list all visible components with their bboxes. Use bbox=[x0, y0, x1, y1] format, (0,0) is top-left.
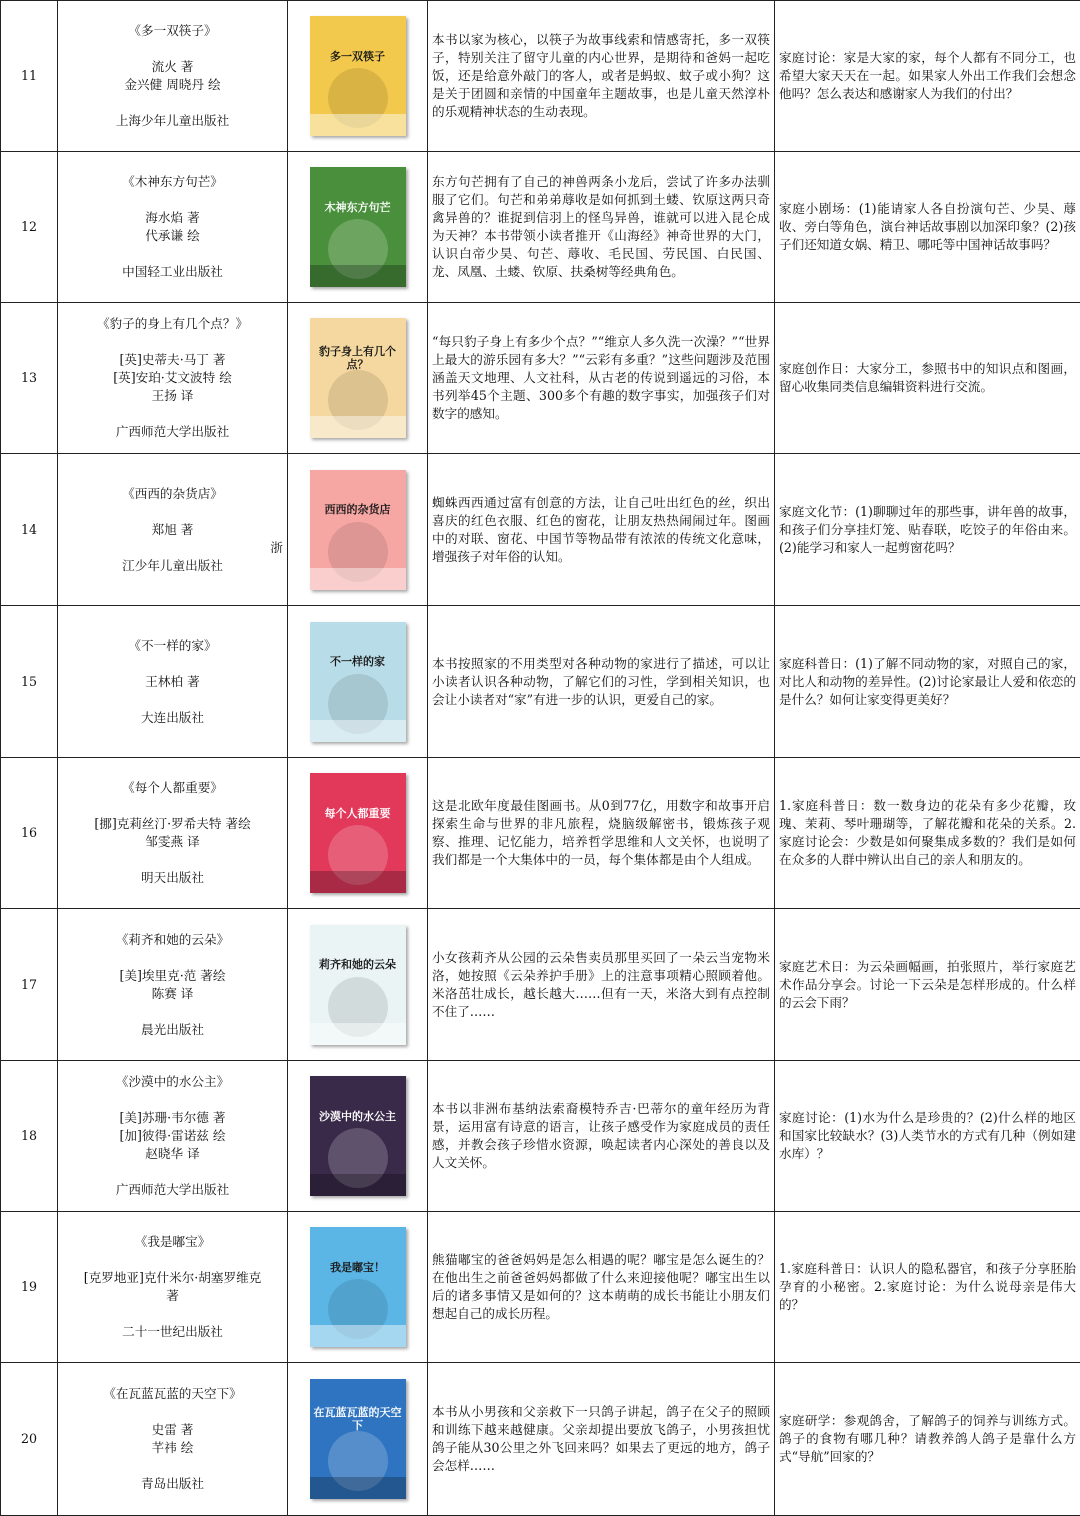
book-cover-cell bbox=[288, 303, 428, 454]
book-description: 本书从小男孩和父亲救下一只鸽子讲起，鸽子在父子的照顾和训练下越来越健康。父亲却提出要放飞鸽子，小男孩担忧鸽子能从30公里之外飞回来吗？如果去了更远的地方，鸽子会怎样…… bbox=[428, 1363, 775, 1516]
book-description: 小女孩莉齐从公园的云朵售卖员那里买回了一朵云当宠物米洛，她按照《云朵养护手册》上的注意事项精心照顾着他。米洛茁壮成长，越长越大……但有一天，米洛大到有点控制不住了…… bbox=[428, 909, 775, 1061]
book-description: 本书以非洲布基纳法索裔模特乔吉·巴蒂尔的童年经历为背景，运用富有诗意的语言，让孩子感受作为家庭成员的责任感，并教会孩子珍惜水资源，唤起读者内心深处的善良以及人文关怀。 bbox=[428, 1061, 775, 1212]
book-title: 《每个人都重要》 bbox=[58, 779, 287, 797]
book-credit: 史雷 著 bbox=[58, 1421, 287, 1439]
book-description: 这是北欧年度最佳图画书。从0到77亿，用数字和故事开启探索生命与世界的非凡旅程，烧脑级解密书，锻炼孩子观察、推理、记忆能力，培养哲学思维和人文关怀，也说明了我们都是一个大集体中的一员，每个集体都是由个人组成。 bbox=[428, 758, 775, 909]
book-info-cell bbox=[58, 152, 288, 303]
row-number: 20 bbox=[1, 1363, 58, 1516]
book-cover-image bbox=[310, 470, 406, 590]
book-cover-cell bbox=[288, 1212, 428, 1363]
cover-title-text: 豹子身上有几个点？ bbox=[310, 345, 406, 371]
row-number: 16 bbox=[1, 758, 58, 909]
book-credit: 金兴健 周晓丹 绘 bbox=[58, 76, 287, 94]
cover-band bbox=[310, 1477, 406, 1499]
book-description: “每只豹子身上有多少个点？”“维京人多久洗一次澡？”“世界上最大的游乐园有多大？”“云彩有多重？”这些问题涉及范围涵盖天文地理、人文社科，从古老的传说到遥远的习俗，本书列举45个主题、300多个有趣的数字事实，加强孩子们对数字的感知。 bbox=[428, 303, 775, 454]
book-credit: 海水焰 著 bbox=[58, 209, 287, 227]
cover-band bbox=[310, 568, 406, 590]
family-activity: 1.家庭科普日：认识人的隐私器官，和孩子分享胚胎孕育的小秘密。2.家庭讨论：为什么说母亲是伟大的？ bbox=[775, 1212, 1080, 1363]
row-number: 15 bbox=[1, 606, 58, 758]
book-credit: 赵晓华 译 bbox=[58, 1145, 287, 1163]
family-activity: 家庭讨论：(1)水为什么是珍贵的？(2)什么样的地区和国家比较缺水？(3)人类节水的方式有几种（例如建水库）？ bbox=[775, 1061, 1080, 1212]
book-credit: 邹雯燕 译 bbox=[58, 833, 287, 851]
book-info-cell bbox=[58, 909, 288, 1061]
cover-title-text: 我是嘟宝！ bbox=[326, 1261, 389, 1274]
book-cover-image bbox=[310, 925, 406, 1045]
book-row bbox=[1, 606, 1080, 758]
book-info-cell bbox=[58, 1212, 288, 1363]
book-cover-cell bbox=[288, 152, 428, 303]
cover-title-text: 沙漠中的水公主 bbox=[315, 1110, 400, 1123]
book-info-cell bbox=[58, 454, 288, 606]
book-publisher: 江少年儿童出版社 bbox=[58, 557, 287, 575]
book-title: 《在瓦蓝瓦蓝的天空下》 bbox=[58, 1385, 287, 1403]
family-activity: 家庭艺术日：为云朵画幅画，拍张照片，举行家庭艺术作品分享会。讨论一下云朵是怎样形成的。什么样的云会下雨？ bbox=[775, 909, 1080, 1061]
cover-band bbox=[310, 114, 406, 136]
book-cover-cell bbox=[288, 1, 428, 152]
cover-title-text: 每个人都重要 bbox=[321, 807, 395, 820]
book-cover-image bbox=[310, 167, 406, 287]
cover-band bbox=[310, 265, 406, 287]
book-title: 《我是嘟宝》 bbox=[58, 1233, 287, 1251]
book-credit: 著 bbox=[58, 1287, 287, 1305]
family-activity: 家庭创作日：大家分工，参照书中的知识点和图画，留心收集同类信息编辑资料进行交流。 bbox=[775, 303, 1080, 454]
book-credit: [英]史蒂夫·马丁 著 bbox=[58, 351, 287, 369]
book-publisher: 广西师范大学出版社 bbox=[58, 1181, 287, 1199]
book-publisher: 晨光出版社 bbox=[58, 1021, 287, 1039]
book-description: 蜘蛛西西通过富有创意的方法，让自己吐出红色的丝，织出喜庆的红色衣服、红色的窗花，让朋友热热闹闹过年。图画中的对联、窗花、中国节等物品带有浓浓的传统文化意味，增强孩子对年俗的认知。 bbox=[428, 454, 775, 606]
book-publisher: 上海少年儿童出版社 bbox=[58, 112, 287, 130]
cover-title-text: 在瓦蓝瓦蓝的天空下 bbox=[310, 1406, 406, 1432]
row-number: 18 bbox=[1, 1061, 58, 1212]
book-row bbox=[1, 1061, 1080, 1212]
cover-title-text: 莉齐和她的云朵 bbox=[315, 958, 400, 971]
book-credit: 王扬 译 bbox=[58, 387, 287, 405]
book-cover-image bbox=[310, 1379, 406, 1499]
book-row bbox=[1, 1, 1080, 152]
row-number: 14 bbox=[1, 454, 58, 606]
book-row bbox=[1, 758, 1080, 909]
book-credit: 芊祎 绘 bbox=[58, 1439, 287, 1457]
book-credit: 郑旭 著 bbox=[58, 521, 287, 539]
book-publisher: 中国轻工业出版社 bbox=[58, 263, 287, 281]
row-number: 12 bbox=[1, 152, 58, 303]
family-activity: 家庭讨论：家是大家的家，每个人都有不同分工，也希望大家天天在一起。如果家人外出工作我们会想念他吗？怎么表达和感谢家人为我们的付出？ bbox=[775, 1, 1080, 152]
book-row bbox=[1, 1212, 1080, 1363]
cover-band bbox=[310, 720, 406, 742]
book-title: 《不一样的家》 bbox=[58, 637, 287, 655]
book-cover-cell bbox=[288, 1061, 428, 1212]
book-credit: 代承谦 绘 bbox=[58, 227, 287, 245]
row-number: 11 bbox=[1, 1, 58, 152]
book-publisher: 大连出版社 bbox=[58, 709, 287, 727]
book-description: 本书以家为核心，以筷子为故事线索和情感寄托，多一双筷子，特别关注了留守儿童的内心世界，是期待和爸妈一起吃饭，还是给意外敲门的客人，或者是蚂蚁、蚊子或小狗？这是关于团圆和亲情的中国童年主题故事，也是儿童天然淳朴的乐观精神状态的生动表现。 bbox=[428, 1, 775, 152]
book-row bbox=[1, 454, 1080, 606]
book-list-body bbox=[1, 1, 1080, 1516]
cover-title-text: 西西的杂货店 bbox=[321, 503, 395, 516]
book-cover-image bbox=[310, 773, 406, 893]
book-info-cell bbox=[58, 303, 288, 454]
book-info-cell bbox=[58, 1, 288, 152]
book-cover-image bbox=[310, 1076, 406, 1196]
family-activity: 家庭研学：参观鸽舍，了解鸽子的饲养与训练方式。鸽子的食物有哪几种？请教养鸽人鸽子是靠什么方式“导航”回家的？ bbox=[775, 1363, 1080, 1516]
book-publisher: 青岛出版社 bbox=[58, 1475, 287, 1493]
book-credit: [加]彼得·雷诺兹 绘 bbox=[58, 1127, 287, 1145]
book-row bbox=[1, 152, 1080, 303]
book-info-cell bbox=[58, 606, 288, 758]
book-title: 《莉齐和她的云朵》 bbox=[58, 931, 287, 949]
cover-band bbox=[310, 416, 406, 438]
cover-title-text: 木神东方句芒 bbox=[321, 201, 395, 214]
book-cover-cell bbox=[288, 454, 428, 606]
book-info-cell bbox=[58, 758, 288, 909]
row-number: 19 bbox=[1, 1212, 58, 1363]
book-cover-image bbox=[310, 622, 406, 742]
book-publisher: 二十一世纪出版社 bbox=[58, 1323, 287, 1341]
book-cover-cell bbox=[288, 909, 428, 1061]
book-description: 东方句芒拥有了自己的神兽两条小龙后，尝试了许多办法驯服了它们。句芒和弟弟蓐收是如何抓到土蝼、钦原这两只奇禽异兽的？谁捉到信羽上的怪鸟异兽，谁就可以进入昆仑成为天神？本书带领小读者推开《山海经》神奇世界的大门，认识白帝少昊、句芒、蓐收、毛民国、劳民国、白民国、龙、凤凰、土蝼、钦原、扶桑树等经典角色。 bbox=[428, 152, 775, 303]
book-credit: [英]安珀·艾文波特 绘 bbox=[58, 369, 287, 387]
cover-band bbox=[310, 1023, 406, 1045]
book-title: 《木神东方句芒》 bbox=[58, 173, 287, 191]
book-title: 《西西的杂货店》 bbox=[58, 485, 287, 503]
cover-band bbox=[310, 1325, 406, 1347]
book-credit: 流火 著 bbox=[58, 58, 287, 76]
book-cover-cell bbox=[288, 758, 428, 909]
book-cover-cell bbox=[288, 1363, 428, 1516]
row-number: 17 bbox=[1, 909, 58, 1061]
book-cover-image bbox=[310, 1227, 406, 1347]
family-activity: 家庭小剧场：(1)能请家人各自扮演句芒、少昊、蓐收、旁白等角色，演台神话故事剧以加深印象？(2)孩子们还知道女娲、精卫、哪吒等中国神话故事吗？ bbox=[775, 152, 1080, 303]
book-description: 本书按照家的不用类型对各种动物的家进行了描述，可以让小读者认识各种动物，了解它们的习性，学到相关知识，也会让小读者对“家”有进一步的认识，更爱自己的家。 bbox=[428, 606, 775, 758]
book-description: 熊猫嘟宝的爸爸妈妈是怎么相遇的呢？嘟宝是怎么诞生的？在他出生之前爸爸妈妈都做了什么来迎接他呢？嘟宝出生以后的诸多事情又是如何的？这本萌萌的成长书能让小朋友们想起自己的成长历程。 bbox=[428, 1212, 775, 1363]
book-title: 《豹子的身上有几个点？》 bbox=[58, 315, 287, 333]
book-info-cell bbox=[58, 1363, 288, 1516]
family-activity: 1.家庭科普日：数一数身边的花朵有多少花瓣，玫瑰、茉莉、琴叶珊瑚等，了解花瓣和花朵的关系。2.家庭讨论会：少数是如何聚集成多数的？我们是如何在众多的人群中辨认出自己的亲人和朋友的。 bbox=[775, 758, 1080, 909]
book-publisher-prefix: 浙 bbox=[58, 539, 287, 557]
cover-band bbox=[310, 871, 406, 893]
book-credit: 陈赛 译 bbox=[58, 985, 287, 1003]
book-credit: [挪]克莉丝汀·罗希夫特 著绘 bbox=[58, 815, 287, 833]
book-row bbox=[1, 1363, 1080, 1516]
book-title: 《多一双筷子》 bbox=[58, 22, 287, 40]
book-cover-cell bbox=[288, 606, 428, 758]
book-info-cell bbox=[58, 1061, 288, 1212]
book-cover-image bbox=[310, 16, 406, 136]
family-activity: 家庭文化节：(1)聊聊过年的那些事，讲年兽的故事，和孩子们分享挂灯笼、贴春联，吃饺子的年俗由来。(2)能学习和家人一起剪窗花吗？ bbox=[775, 454, 1080, 606]
book-title: 《沙漠中的水公主》 bbox=[58, 1073, 287, 1091]
cover-band bbox=[310, 1174, 406, 1196]
cover-title-text: 不一样的家 bbox=[326, 655, 389, 668]
row-number: 13 bbox=[1, 303, 58, 454]
book-row bbox=[1, 303, 1080, 454]
book-publisher: 广西师范大学出版社 bbox=[58, 423, 287, 441]
book-row bbox=[1, 909, 1080, 1061]
book-publisher: 明天出版社 bbox=[58, 869, 287, 887]
book-credit: 王林柏 著 bbox=[58, 673, 287, 691]
book-cover-image bbox=[310, 318, 406, 438]
book-credit: [美]埃里克·范 著绘 bbox=[58, 967, 287, 985]
book-credit: [美]苏珊·韦尔德 著 bbox=[58, 1109, 287, 1127]
book-credit: [克罗地亚]克什米尔·胡塞罗维克 bbox=[58, 1269, 287, 1287]
cover-title-text: 多一双筷子 bbox=[326, 50, 389, 63]
family-activity: 家庭科普日：(1)了解不同动物的家，对照自己的家，对比人和动物的差异性。(2)讨论家最让人爱和依恋的是什么？如何让家变得更美好？ bbox=[775, 606, 1080, 758]
